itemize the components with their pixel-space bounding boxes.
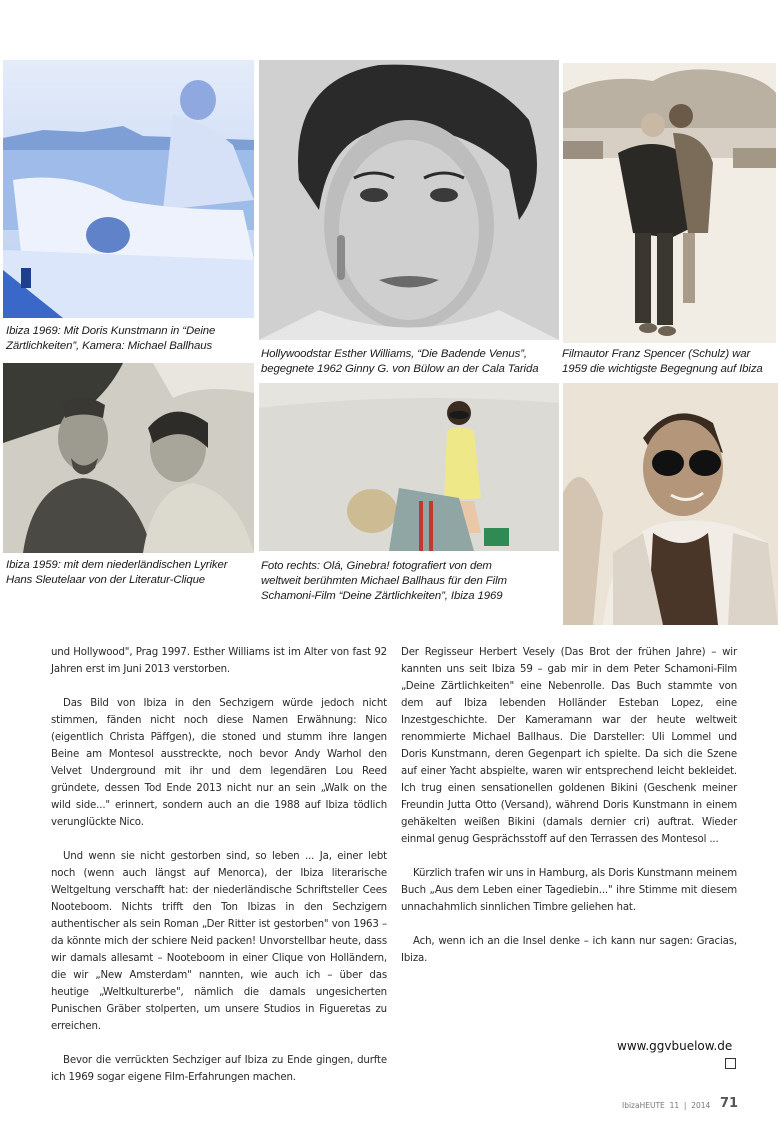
folio (622, 1101, 710, 1110)
caption-line: Schamoni-Film “Deine Zärtlichkeiten”, Ibiza 1969 (261, 590, 503, 602)
folio-separator: | (683, 1101, 687, 1110)
end-of-article-mark (725, 1058, 736, 1069)
caption-photo-5 (261, 559, 507, 604)
paragraph: Der Regisseur Herbert Vesely (Das Brot der frühen Jahre) – wir kannten uns seit Ibiza 59 – gab mir in dem Peter Schamoni-Film „Deine Zärtlichkeiten" eine Nebenrolle. Das Buch stammte von dem auf Ibiza lebenden Holländer Esteban Lopez, eine Inzestgeschichte. Der Kameramann war der heute weltweit renommierte Michael Ballhaus. Die Darsteller: Uli Lommel und Doris Kunstmann, deren Gegenpart ich spielte. Da sich die Szene auf einer Yacht abspielte, waren wir entsprechend leicht bekleidet. Ich trug einen sensationellen goldenen Bikini (Geschenk meiner Freundin Jutta Otto (Versand), während Doris Kunstmann in einem gehäkelten weißen Bikini (damals dernier cri) auftrat. Wieder einmal genug Gesprächsstoff auf den Terrassen des Montesol ... (401, 647, 737, 845)
paragraph: Das Bild von Ibiza in den Sechzigern würde jedoch nicht stimmen, fänden nicht noch diese Namen Erwähnung: Nico (eigentlich Christa Päffgen), die stoned und stumm ihre langen Beine am Montesol ausstreckte, noch bevor Andy Warhol den Velvet Underground mit ihr und dem legendären Lou Reed gründete, dessen Tod Ende 2013 nicht nur an sein „Walk on the wild side..." erinnert, sondern auch an die 1988 auf Ibiza tödlich verunglückte Nico. (51, 698, 387, 828)
article-right-column (401, 644, 737, 967)
photo-esther-williams-portrait (259, 60, 559, 340)
photo-woman-sunglasses (563, 383, 778, 625)
issue-year: 2014 (691, 1101, 711, 1110)
page-number: 71 (720, 1096, 739, 1111)
paragraph: Kürzlich trafen wir uns in Hamburg, als Doris Kunstmann meinem Buch „Aus dem Leben einer Tagediebin..." ihre Stimme mit diesem unnachahmlich sinnlichen Timbre geliehen hat. (401, 868, 737, 913)
caption-line: Zärtlichkeiten”, Kamera: Michael Ballhaus (6, 340, 213, 352)
caption-photo-1 (6, 324, 215, 354)
article-left-column (51, 644, 387, 1086)
photo-franz-spencer (563, 63, 776, 343)
caption-line: begegnete 1962 Ginny G. von Bülow an der Cala Tarida (261, 363, 539, 375)
magazine-name: IbizaHEUTE (622, 1101, 665, 1110)
paragraph: Bevor die verrückten Sechziger auf Ibiza zu Ende gingen, durfte ich 1969 sogar eigene Film-Erfahrungen machen. (51, 1055, 387, 1083)
paragraph: Ach, wenn ich an die Insel denke – ich kann nur sagen: Gracias, Ibiza. (401, 936, 737, 964)
caption-photo-3 (562, 347, 763, 377)
issue-number: 11 (669, 1101, 680, 1110)
paragraph: Und wenn sie nicht gestorben sind, so leben ... Ja, einer lebt noch (wenn auch längst auf Menorca), der Ibiza literarische Weltgeltung verschafft hat: der niederländische Schriftsteller Cees Nooteboom. Nichts trifft den Ton Ibizas in den Sechzigern authentischer als sein Roman „Der Ritter ist gestorben" von 1963 – da könnte mich der schiere Neid packen! Unvorstellbar heute, dass wir damals allesamt – Nooteboom in einer Clique von Holländern, die wir „New Amsterdam" nannten, wie auch ich – über das heutige „Weltkulturerbe", nämlich die damals ungesicherten Punischen Gräber stolperten, um unsere Studios in Figueretas zu erreichen. (51, 851, 387, 1032)
website-link[interactable]: www.ggvbuelow.de (617, 1039, 733, 1053)
caption-photo-2 (261, 347, 538, 377)
photo-olá-ginebra-beach (259, 383, 559, 551)
caption-photo-4 (6, 558, 227, 588)
caption-line: Ibiza 1969: Mit Doris Kunstmann in “Deine (6, 325, 216, 337)
caption-line: Filmautor Franz Spencer (Schulz) war (562, 348, 751, 360)
caption-line: Hollywoodstar Esther Williams, “Die Badende Venus”, (261, 348, 527, 360)
caption-line: Hans Sleutelaar von der Literatur-Clique (6, 574, 206, 586)
caption-line: Foto rechts: Olá, Ginebra! fotografiert von dem (261, 560, 492, 572)
photo-hans-sleutelaar (3, 363, 254, 553)
caption-line: weltweit berühmten Michael Ballhaus für den Film (261, 575, 507, 587)
photo-doris-kunstmann-boat (3, 60, 254, 318)
caption-line: Ibiza 1959: mit dem niederländischen Lyriker (6, 559, 228, 571)
paragraph: und Hollywood", Prag 1997. Esther Williams ist im Alter von fast 92 Jahren erst im Juni 2013 verstorben. (51, 647, 387, 675)
caption-line: 1959 die wichtigste Begegnung auf Ibiza (562, 363, 763, 375)
